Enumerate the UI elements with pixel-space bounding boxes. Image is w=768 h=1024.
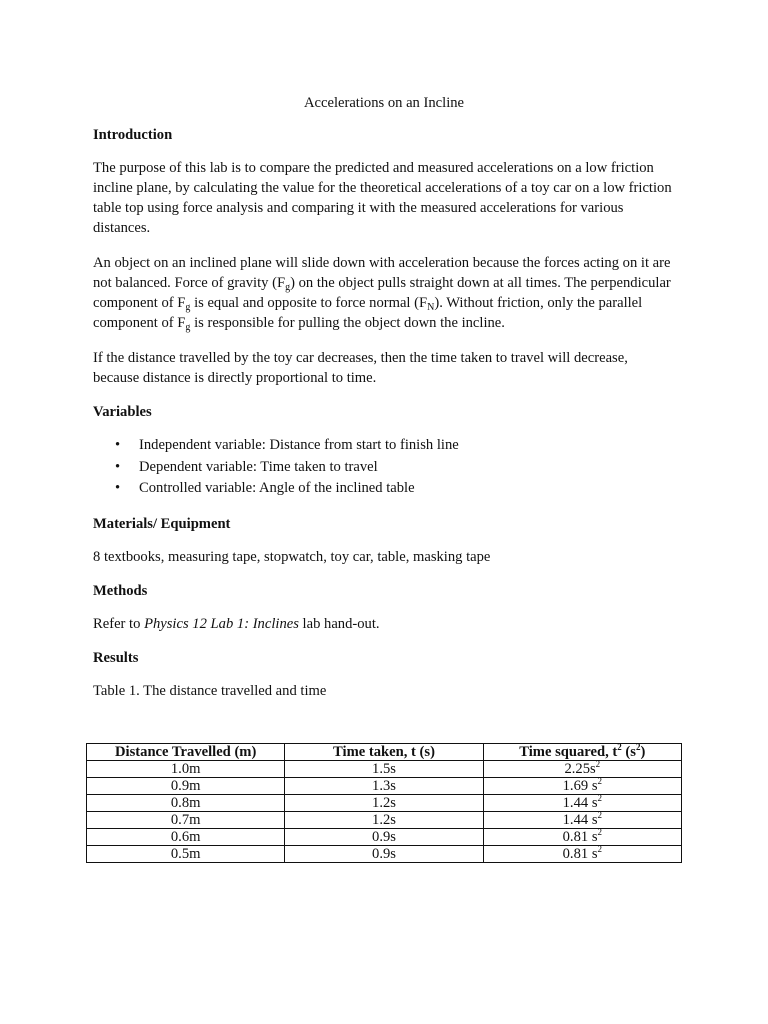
header-tsq-close: ): [640, 743, 646, 760]
header-time-squared: [483, 741, 681, 761]
results-table: [86, 743, 682, 863]
cell-time-squared: [483, 775, 681, 795]
header-tsq-unit-sup: 2: [635, 741, 641, 752]
cell-tsq-value: 1.44 s: [562, 811, 598, 828]
intro-p2-text-d: ). Without friction, only the parallel component of F: [93, 295, 643, 331]
cell-tsq-sup: 2: [595, 758, 601, 769]
variables-heading: Variables: [93, 404, 152, 420]
introduction-paragraph-3: If the distance travelled by the toy car decreases, then the time taken to travel will decrease, because distance is directly proportional to time.: [93, 350, 628, 386]
table-row: [87, 812, 682, 829]
cell-time-squared: [483, 792, 681, 812]
intro-p2-text-c: is equal and opposite to force normal (F: [190, 295, 428, 311]
cell-tsq-value: 2.25s: [564, 760, 596, 777]
variables-list: [93, 435, 675, 500]
cell-tsq-value: 1.44 s: [562, 794, 598, 811]
introduction-heading: Introduction: [93, 127, 173, 143]
variable-item-controlled: • Controlled variable: Angle of the inclined table: [139, 478, 675, 500]
table-row: [87, 795, 682, 812]
cell-tsq-sup: 2: [597, 792, 602, 803]
cell-time: 1.5s: [285, 761, 483, 778]
methods-text-b: lab hand-out.: [298, 615, 380, 632]
document-title: Accelerations on an Incline: [303, 95, 465, 111]
cell-time: 1.2s: [285, 812, 483, 829]
methods-heading: Methods: [93, 582, 148, 599]
subscript-n: N: [427, 302, 435, 313]
materials-text: 8 textbooks, measuring tape, stopwatch, toy car, table, masking tape: [93, 548, 491, 565]
table-row: [87, 846, 682, 863]
cell-tsq-value: 1.69 s: [562, 777, 598, 794]
table-header-row: [87, 744, 682, 761]
document-body: [93, 94, 675, 716]
intro-p2-text-e: is responsible for pulling the object down the incline.: [190, 315, 505, 331]
cell-distance: 1.0m: [87, 761, 285, 778]
table-caption: Table 1. The distance travelled and time: [93, 682, 327, 699]
cell-tsq-sup: 2: [597, 809, 602, 820]
cell-tsq-value: 0.81 s: [562, 828, 598, 845]
intro-p2-text-b: ) on the object pulls straight down at all times. The perpendicular component of F: [93, 275, 671, 311]
cell-tsq-value: 0.81 s: [562, 845, 598, 862]
cell-distance: 0.7m: [87, 812, 285, 829]
header-distance: Distance Travelled (m): [87, 744, 285, 761]
methods-text-a: Refer to: [93, 615, 145, 632]
introduction-paragraph-2: [93, 253, 675, 333]
materials-heading: Materials/ Equipment: [93, 515, 231, 532]
cell-time-squared: [483, 809, 681, 829]
header-time: Time taken, t (s): [285, 744, 483, 761]
cell-distance: 0.9m: [87, 778, 285, 795]
cell-time: 1.3s: [285, 778, 483, 795]
methods-text: [93, 614, 675, 634]
subscript-g: g: [185, 302, 191, 313]
methods-handout-title: Physics 12 Lab 1: Inclines: [144, 615, 299, 632]
variable-item-dependent: • Dependent variable: Time taken to travel: [139, 457, 675, 479]
subscript-g: g: [285, 282, 291, 293]
introduction-paragraph-1: The purpose of this lab is to compare the predicted and measured accelerations on a low friction incline plane, by calculating the value for the theoretical accelerations of a toy car on a low friction table top using force analysis and comparing it with the measured accelerations for various distances.: [93, 160, 672, 236]
table-row: [87, 829, 682, 846]
cell-distance: 0.8m: [87, 795, 285, 812]
subscript-g: g: [185, 322, 191, 333]
table-row: [87, 778, 682, 795]
header-tsq-unit: (s: [621, 743, 636, 760]
cell-distance: 0.6m: [87, 829, 285, 846]
table-row: [87, 761, 682, 778]
header-tsq-sup: 2: [617, 741, 622, 752]
cell-tsq-sup: 2: [597, 775, 602, 786]
variable-item-independent: • Independent variable: Distance from start to finish line: [139, 435, 675, 457]
cell-time-squared: [483, 758, 681, 778]
cell-time: 0.9s: [285, 829, 483, 846]
cell-tsq-sup: 2: [597, 826, 602, 837]
cell-time: 0.9s: [285, 846, 483, 863]
cell-time-squared: [483, 843, 681, 863]
cell-time-squared: [483, 826, 681, 846]
cell-time: 1.2s: [285, 795, 483, 812]
header-tsq-text: Time squared, t: [519, 743, 618, 760]
results-heading: Results: [93, 649, 139, 666]
intro-p2-text-a: An object on an inclined plane will slide down with acceleration because the forces acting on it are not balanced. Force of gravity (F: [93, 255, 671, 291]
cell-tsq-sup: 2: [597, 843, 602, 854]
cell-distance: 0.5m: [87, 846, 285, 863]
